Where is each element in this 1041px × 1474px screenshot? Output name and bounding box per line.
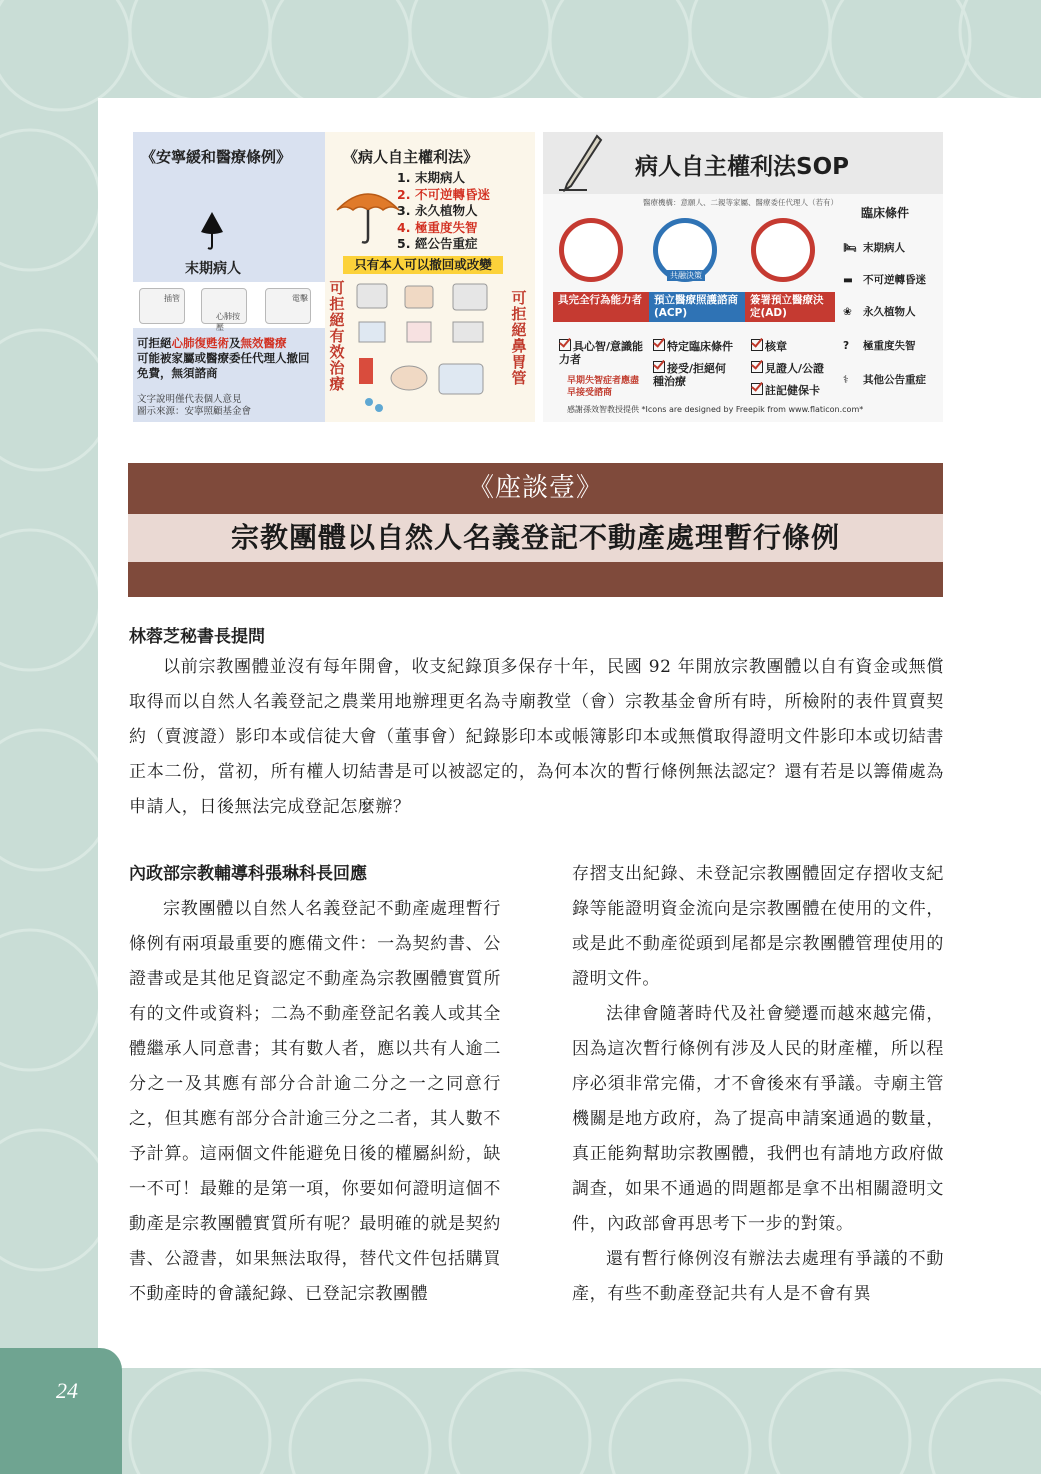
answer-column-right	[572, 857, 944, 1312]
panel1-revoke: 可能被家屬或醫療委任代理人撤回	[137, 351, 310, 365]
medical-treatment-illustration	[349, 278, 499, 418]
panel1-note: 文字說明僅代表個人意見 圖示來源：安寧照顧基金會	[137, 394, 252, 417]
panel1-label: 末期病人	[185, 261, 241, 277]
page-number: 24	[56, 1378, 78, 1403]
sop-card	[543, 194, 943, 422]
question-paragraph: 以前宗教團體並沒有每年開會，收支紀錄頂多保存十年，民國 92 年開放宗教團體以自有資金或無償取得而以自然人名義登記之農業用地辦理更名為寺廟教堂（會）宗教基金會所有時，所檢附的表件買賣契約（賣渡證）影印本或信徒大會（董事會）紀錄影印本或帳簿影印本或無償取得證明文件影印本或切結書正本二份，當初，所有權人切結書是可以被認定的，為何本次的暫行條例無法認定？還有若是以籌備處為申請人，日後無法完成登記怎麼辦？	[129, 657, 944, 817]
condition-vegetative: ❀ 永久植物人	[843, 306, 916, 318]
conditions-title: 臨床條件	[861, 206, 910, 220]
check-item: 特定臨床條件	[653, 338, 733, 353]
early-dementia-note: 早期失智症者應盡早接受諮商	[567, 376, 640, 398]
closed-umbrella-icon	[195, 210, 229, 250]
check-item: 核章	[751, 338, 787, 353]
sop-top-note: 醫療機構：意願人、二親等家屬、醫療委任代理人（若有）	[643, 198, 838, 207]
answer-paragraph: 法律會隨著時代及社會變遷而越來越完備，因為這次暫行條例有涉及人民的財產權，所以程序必須非常完備，才不會後來有爭議。寺廟主管機關是地方政府，為了提高申請案通過的數量，真正能夠幫助宗教團體，我們也有請地方政府做調查，如果不通過的問題都是拿不出相關證明文件，內政部會再思考下一步的對策。	[572, 1004, 944, 1234]
check-item: 註記健保卡	[751, 382, 820, 397]
credit-note: 感謝孫效智教授提供 *Icons are designed by Freepik from www.flaticon.com*	[567, 405, 864, 414]
heading-bar	[128, 562, 943, 597]
treatment-icons	[133, 282, 325, 332]
condition-item: 1. 末期病人	[397, 170, 466, 185]
panel2-title: 《病人自主權利法》	[343, 148, 479, 166]
section-title: 宗教團體以自然人名義登記不動產處理暫行條例	[128, 514, 943, 562]
intubation-icon: 插管	[139, 288, 185, 324]
patient-autonomy-panel	[325, 132, 535, 422]
policy-figure	[133, 132, 943, 422]
person-icon	[559, 218, 623, 282]
panel1-free: 免費，無須諮商	[137, 366, 218, 380]
vertical-label-right: 可拒絕鼻胃管	[511, 289, 527, 387]
open-umbrella-icon	[333, 176, 403, 246]
pillar-acp: 預立醫療照護諮商(ACP)	[649, 292, 745, 322]
check-item: 見證人/公證	[751, 360, 824, 375]
cpr-icon: 心肺按壓	[201, 288, 247, 324]
pen-icon	[557, 134, 603, 192]
sop-panel	[543, 132, 943, 422]
condition-item: 2. 不可逆轉昏迷	[397, 186, 491, 202]
pillar-ad: 簽署預立醫療決定(AD)	[745, 292, 835, 322]
vertical-label-left: 可拒絕有效治療	[329, 279, 345, 393]
condition-other: ⚕ 其他公告重症	[843, 374, 926, 386]
panel1-title: 《安寧緩和醫療條例》	[141, 148, 292, 166]
condition-coma: ▬ 不可逆轉昏迷	[843, 274, 926, 286]
question-body	[129, 650, 944, 825]
condition-dementia: ? 極重度失智	[843, 340, 916, 352]
question-speaker: 林蓉芝秘書長提問	[129, 627, 265, 647]
answer-paragraph: 還有暫行條例沒有辦法去處理有爭議的不動產，有些不動產登記共有人是不會有異	[572, 1249, 944, 1304]
panel2-condition-list	[397, 170, 490, 253]
panel3-title: 病人自主權利法SOP	[635, 154, 849, 180]
condition-item: 4. 極重度失智	[397, 219, 478, 235]
check-item: 具心智/意識能力者	[559, 340, 644, 366]
condition-terminal: 🛏 末期病人	[843, 242, 905, 254]
condition-item: 5. 經公告重症	[397, 236, 478, 251]
pillar-capacity: 具完全行為能力者	[553, 292, 649, 322]
defibrillator-icon: 電擊	[265, 288, 311, 324]
answer-speaker: 內政部宗教輔導科張琳科長回應	[129, 864, 367, 884]
panel1-reject-text: 可拒絕心肺復甦術及無效醫療 可能被家屬或醫療委任代理人撤回 免費，無須諮商	[137, 336, 310, 380]
session-heading: 《座談壹》	[128, 463, 943, 514]
answer-paragraph: 宗教團體以自然人名義登記不動產處理暫行條例有兩項最重要的應備文件：一為契約書、公證書或是其他足資認定不動產為宗教團體實質所有的文件或資料；二為不動產登記名義人或其全體繼承人同意書；其有數人者，應以共有人逾二分之一及其應有部分合計逾二分之一之同意行之，但其應有部分合計逾三分之二者，其人數不予計算。這兩個文件能避免日後的權屬糾紛，缺一不可！最難的是第一項，你要如何證明這個不動產是宗教團體實質所有呢？最明確的就是契約書、公證書，如果無法取得，替代文件包括購買不動產時的會議紀錄、已登記宗教團體	[129, 899, 501, 1304]
document-sign-icon	[751, 218, 815, 282]
answer-paragraph: 存摺支出紀錄、未登記宗教團體固定存摺收支紀錄等能證明資金流向是宗教團體在使用的文件，或是此不動產從頭到尾都是宗教團體管理使用的證明文件。	[572, 864, 944, 989]
hospice-act-panel	[133, 132, 325, 422]
condition-item: 3. 永久植物人	[397, 203, 478, 218]
panel2-banner: 只有本人可以撤回或改變	[343, 256, 503, 274]
check-item: 接受/拒絕何種治療	[653, 362, 727, 388]
page-corner-tab	[0, 1348, 122, 1474]
answer-column-left	[129, 857, 501, 1312]
shared-decision-label: 共融決策	[667, 270, 705, 281]
